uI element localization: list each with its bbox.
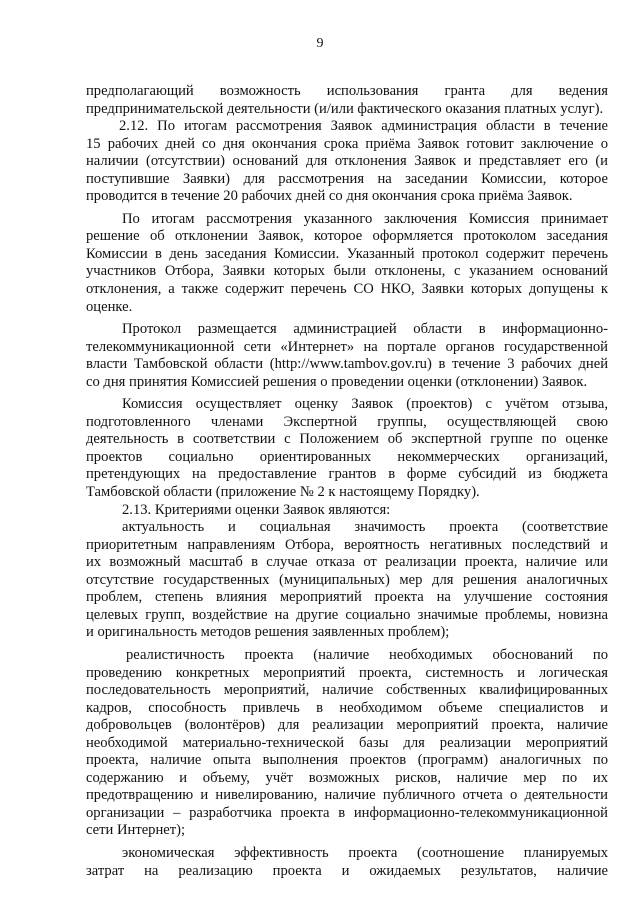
- text-line: их возможный масштаб в случае отказа от реализации проекта, наличие или: [86, 554, 608, 571]
- text-line: со дня принятия Комиссией решения о проведении оценки (отклонении) Заявок.: [86, 373, 588, 390]
- text-line: поступившие Заявки) для рассмотрения на заседании Комиссии, которое: [86, 170, 608, 187]
- text-line: Протокол размещается администрацией области в информационно-: [122, 321, 608, 338]
- text-line: проблем, степень влияния мероприятий проекта на улучшение состояния: [86, 589, 608, 606]
- text-line: последовательность мероприятий, наличие собственных квалифицированных: [86, 682, 608, 699]
- text-line: 2.13. Критериями оценки Заявок являются:: [122, 501, 391, 518]
- text-line: предотвращению и нивелированию, наличие публичного отчета о деятельности: [86, 787, 608, 804]
- text-line: власти Тамбовской области (http://www.tambov.gov.ru) в течение 3 рабочих дней: [86, 356, 608, 373]
- document-body: [86, 83, 608, 880]
- text-line: Тамбовской области (приложение № 2 к настоящему Порядку).: [86, 484, 480, 501]
- text-line: проектов социально ориентированных некоммерческих организаций,: [86, 448, 608, 465]
- text-line: затрат на реализацию проекта и ожидаемых результатов, наличие: [86, 862, 608, 879]
- text-line: проекта, наличие опыта выполнения проектов (программ) аналогичных по: [86, 752, 608, 769]
- text-line: Комиссии в день заседания Комиссии. Указанный протокол содержит перечень: [86, 245, 608, 262]
- text-line: решение об отклонении Заявок, которое оформляется протоколом заседания: [86, 228, 608, 245]
- text-line: целевых групп, воздействие на другие социально значимые проблемы, новизна: [86, 606, 608, 623]
- text-line: экономическая эффективность проекта (соотношение планируемых: [122, 844, 608, 861]
- text-line: сети Интернет);: [86, 822, 186, 839]
- text-line: добровольцев (волонтёров) для реализации мероприятий проекта, наличие: [86, 717, 608, 734]
- text-line: подготовленного членами Экспертной группы, осуществляющей свою: [86, 413, 608, 430]
- text-line: и оригинальность методов решения заявленных проблем);: [86, 624, 450, 641]
- text-line: организации – разработчика проекта в информационно-телекоммуникационной: [86, 804, 608, 821]
- text-line: оценке.: [86, 298, 133, 315]
- text-line: актуальность и социальная значимость проекта (соответствие: [122, 519, 608, 536]
- text-line: предпринимательской деятельности (и/или фактического оказания платных услуг).: [86, 100, 604, 117]
- text-line: отклонения, а также содержит перечень СО НКО, Заявки которых допущены к: [86, 281, 608, 298]
- text-line: 2.12. По итогам рассмотрения Заявок администрация области в течение: [119, 118, 608, 135]
- text-line: предполагающий возможность использования гранта для ведения: [86, 83, 608, 99]
- page-number: 9: [316, 36, 324, 51]
- text-line: проведению конкретных мероприятий проекта, системность и логическая: [86, 664, 608, 681]
- text-line: деятельность в соответствии с Положением об экспертной группе по оценке: [86, 431, 608, 448]
- text-line: Комиссия осуществляет оценку Заявок (проектов) с учётом отзыва,: [122, 396, 608, 413]
- text-line: 15 рабочих дней со дня окончания срока приёма Заявок готовит заключение о: [86, 135, 608, 152]
- text-line: претендующих на предоставление грантов в форме субсидий из бюджета: [86, 466, 608, 483]
- text-line: отсутствие государственных (муниципальных) мер для решения аналогичных: [86, 571, 608, 588]
- text-line: наличии (отсутствии) оснований для отклонения Заявок и представляет его (и: [86, 153, 608, 170]
- text-line: необходимой материально-технической базы для реализации мероприятий: [86, 734, 608, 751]
- text-line: кадров, способность привлечь в необходимом объеме специалистов и: [86, 699, 608, 716]
- text-line: проводится в течение 20 рабочих дней со дня окончания срока приёма Заявок.: [86, 188, 573, 205]
- text-line: содержанию и объему, учёт возможных рисков, наличие мер по их: [86, 769, 608, 786]
- text-line: участников Отбора, Заявки которых были отклонены, с указанием оснований: [86, 263, 608, 280]
- text-line: телекоммуникационной сети «Интернет» на портале органов государственной: [86, 338, 608, 355]
- text-line: приоритетным направлениям Отбора, вероятность негативных последствий и: [86, 536, 608, 553]
- text-line: реалистичность проекта (наличие необходимых обоснований по: [126, 646, 608, 663]
- text-line: По итогам рассмотрения указанного заключения Комиссия принимает: [122, 210, 608, 227]
